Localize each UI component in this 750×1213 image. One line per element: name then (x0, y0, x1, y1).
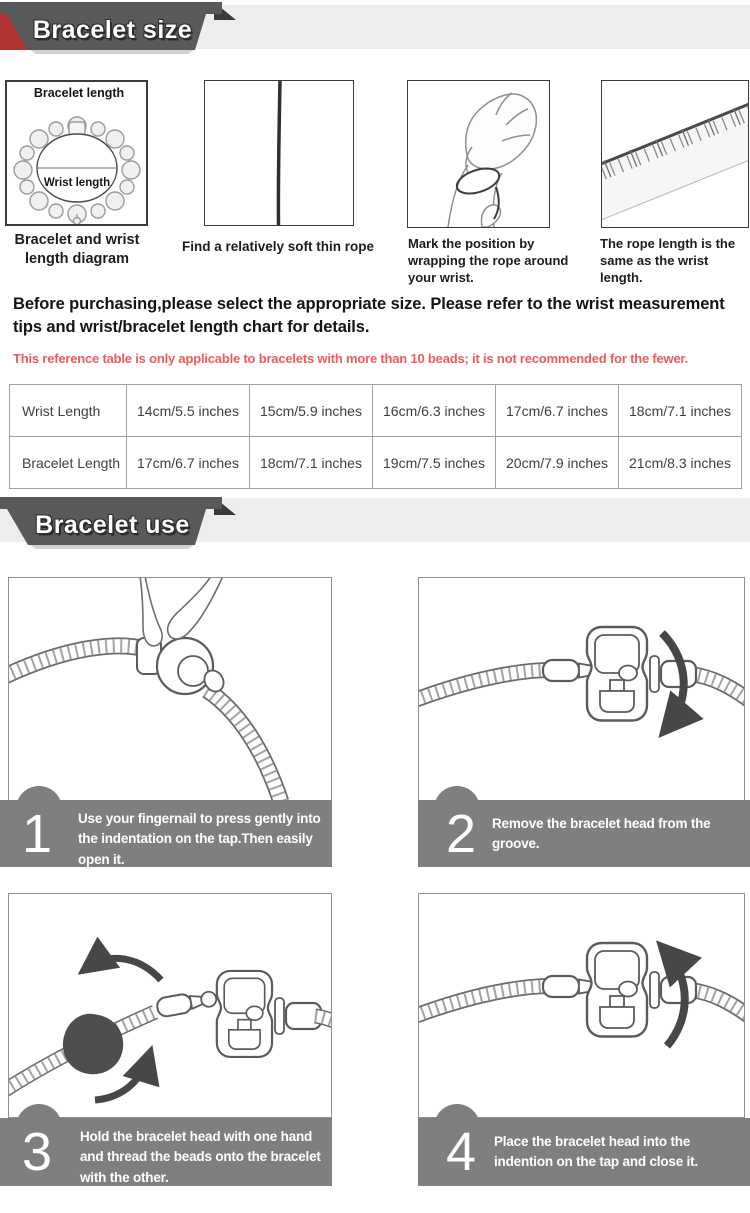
step-text: Place the bracelet head into the indention on the tap and close it. (494, 1134, 698, 1170)
bracelet-head (587, 627, 647, 721)
rotate-arrow-icon-top (87, 958, 161, 980)
caption-rope: Find a relatively soft thin rope (181, 239, 375, 254)
rope-illustration (205, 81, 353, 225)
rope-line (278, 81, 280, 225)
table-cell: 14cm/5.5 inches (127, 385, 250, 437)
use-step-4-caption (418, 1118, 750, 1186)
wrist-length-label: Wrist length (43, 177, 111, 189)
rope-left (9, 646, 149, 676)
table-cell: 19cm/7.5 inches (373, 437, 496, 489)
pressing-fingers (140, 578, 223, 646)
section-title-use: Bracelet use (35, 510, 190, 539)
bracelet-diagram-image (5, 80, 148, 226)
table-cell: 21cm/8.3 inches (619, 437, 742, 489)
step-text: Use your fingernail to press gently into the indentation on the tap.Then easily open it. (78, 811, 321, 867)
table-row-bracelet (10, 437, 742, 489)
use-step-1-caption (0, 800, 332, 867)
rope-end-pin (156, 989, 218, 1018)
bracelet-head (587, 943, 647, 1037)
reference-table-warning: This reference table is only applicable to bracelets with more than 10 beads; it is not recommended for the fewer. (13, 351, 689, 366)
use-step-4-image (418, 893, 745, 1118)
step-text: Remove the bracelet head from the groove. (492, 816, 711, 852)
step-number: 4 (446, 1122, 477, 1182)
bracelet-head (217, 971, 272, 1057)
bracelet-size-ribbon (0, 0, 240, 56)
rope-right (691, 674, 744, 700)
caption-bracelet-diagram: Bracelet and wrist length diagram (14, 232, 140, 267)
clasp-connector-right (650, 656, 696, 692)
use-step-1-image (8, 577, 332, 801)
step-number: 2 (446, 804, 477, 864)
caption-ruler: The rope length is the same as the wrist length. (600, 236, 736, 285)
rope-right (691, 990, 744, 1016)
section-title-size: Bracelet size (32, 15, 193, 44)
hand-sketch (448, 93, 536, 227)
table-cell: 18cm/7.1 inches (619, 385, 742, 437)
rope-image (204, 80, 354, 226)
use-step-2-image (418, 577, 745, 801)
clasp-connector-right (650, 972, 696, 1008)
dark-bead (63, 1014, 123, 1074)
use-step-3-image (8, 893, 332, 1118)
table-cell: 17cm/6.7 inches (496, 385, 619, 437)
size-table (9, 384, 742, 489)
step-number: 3 (22, 1122, 53, 1182)
charm-dangle (74, 218, 81, 225)
table-cell: 18cm/7.1 inches (250, 437, 373, 489)
rope-left (419, 670, 551, 700)
bracelet-diagram-illustration (7, 82, 146, 224)
table-row-wrist (10, 385, 742, 437)
ruler-image (601, 80, 749, 228)
barrel-clasp (137, 638, 227, 695)
ruler-sketch (602, 86, 748, 226)
table-cell: 17cm/6.7 inches (127, 437, 250, 489)
caption-wrist-wrap: Mark the position by wrapping the rope around your wrist. (408, 236, 569, 285)
clasp-connector-right (275, 998, 321, 1034)
clasp-top (69, 122, 85, 135)
table-cell: 20cm/7.9 inches (496, 437, 619, 489)
use-step-2-caption (418, 800, 750, 867)
step3-illustration (9, 894, 331, 1117)
step1-illustration (9, 578, 331, 800)
size-selection-intro: Before purchasing,please select the appropriate size. Please refer to the wrist measurement tips and wrist/bracelet length chart for details. (13, 295, 725, 337)
table-cell: 16cm/6.3 inches (373, 385, 496, 437)
rope-right (315, 1016, 331, 1022)
rope-left (419, 986, 551, 1016)
bracelet-length-label: Bracelet length (33, 86, 125, 100)
step-text: Hold the bracelet head with one hand and thread the beads onto the bracelet with the other. (80, 1129, 321, 1185)
rope-right (207, 690, 281, 800)
row-label-bracelet: Bracelet Length (10, 437, 127, 489)
wrist-wrap-illustration (408, 81, 549, 227)
step2-illustration (419, 578, 744, 800)
step-number: 1 (22, 804, 53, 864)
ruler-illustration (602, 81, 748, 227)
bracelet-use-ribbon (0, 495, 240, 551)
wrist-wrap-image (407, 80, 550, 228)
row-label-wrist: Wrist Length (10, 385, 127, 437)
use-step-3-caption (0, 1118, 332, 1186)
table-cell: 15cm/5.9 inches (250, 385, 373, 437)
step4-illustration (419, 894, 744, 1117)
